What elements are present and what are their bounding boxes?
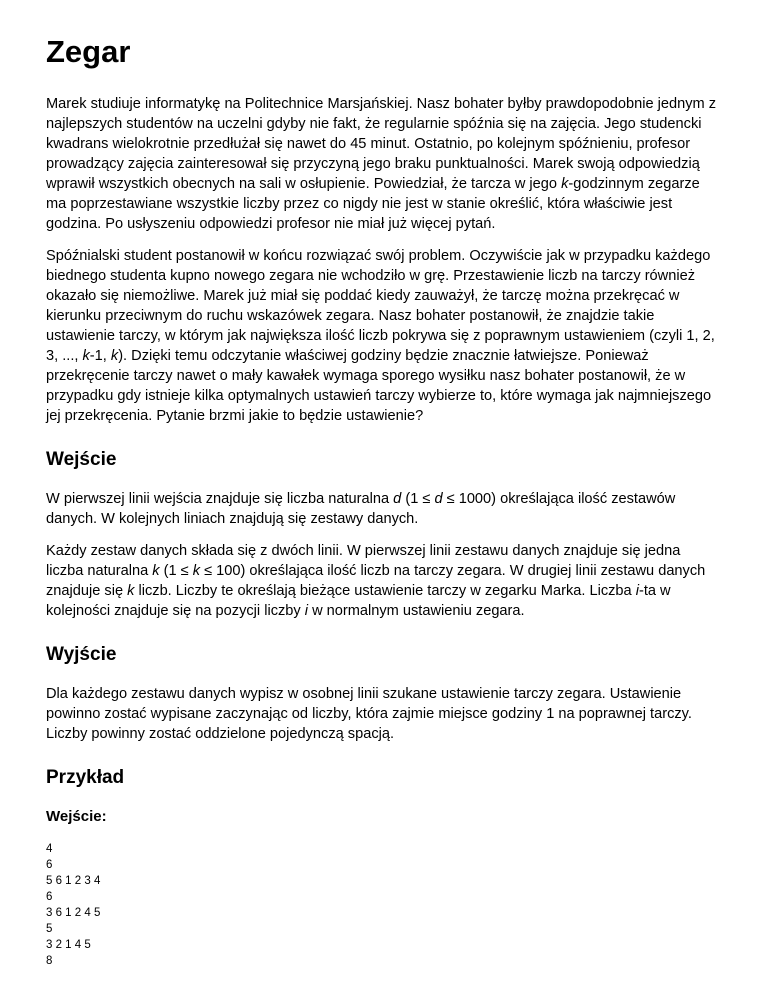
page-title: Zegar (46, 34, 131, 69)
example-line: 3 6 1 2 4 5 (46, 907, 101, 919)
example-line: 8 (46, 955, 53, 967)
input-paragraph-2: Każdy zestaw danych składa się z dwóch linii. W pierwszej linii zestawu danych znajduje się jedna liczba naturalna k (1 ≤ k ≤ 100) określająca ilość liczb na tarczy zegara. W drugiej linii zestawu danych znajduje się k liczb. Liczby te określają bieżące ustawienie tarczy w zegarku Marka. Liczba i-ta w kolejności znajduje się na pozycji liczby i w normalnym ustawieniu zegara. (46, 543, 706, 619)
example-input-block (46, 841, 718, 969)
example-line: 3 2 1 4 5 (46, 939, 91, 951)
output-heading: Wyjście (46, 644, 117, 665)
input-paragraph-1: W pierwszej linii wejścia znajduje się liczba naturalna d (1 ≤ d ≤ 1000) określająca ilość zestawów danych. W kolejnych liniach znajdują się zestawy danych. (46, 491, 676, 527)
input-heading: Wejście (46, 449, 117, 470)
example-section (46, 766, 718, 969)
intro-paragraph-1: Marek studiuje informatykę na Politechnice Marsjańskiej. Nasz bohater byłby prawdopodobnie jednym z najlepszych studentów na uczelni gdyby nie fakt, że regularnie spóźnia się na zajęcia. Jego studencki kwadrans wielokrotnie przedłużał się nawet do 45 minut. Ostatnio, po kolejnym spóźnieniu, profesor prowadzący zajęcia zainteresował się przyczyną jego braku punktualności. Marek swoją odpowiedzią wprawił wszystkich obecnych na sali w osłupienie. Powiedział, że tarcza w jego k-godzinnym zegarze ma poprzestawiane wszystkie liczby przez co nigdy nie jest w stanie określić, która właściwie jest godzina. Po usłyszeniu odpowiedzi profesor nie miał już więcej pytań. (46, 96, 717, 232)
example-line: 5 (46, 923, 53, 935)
example-line: 5 6 1 2 3 4 (46, 875, 101, 887)
output-paragraph-1: Dla każdego zestawu danych wypisz w osobnej linii szukane ustawienie tarczy zegara. Ustawienie powinno zostać wypisane zaczynając od liczby, która zajmie miejsce godziny 1 na poprawnej tarczy. Liczby powinny zostać oddzielone pojedynczą spacją. (46, 686, 692, 742)
example-line: 4 (46, 843, 53, 855)
example-input-label: Wejście: (46, 808, 107, 825)
example-line: 6 (46, 891, 53, 903)
input-section (46, 448, 718, 621)
intro-paragraph-2: Spóźnialski student postanowił w końcu rozwiązać swój problem. Oczywiście jak w przypadku każdego biednego studenta kupno nowego zegara nie wchodziło w grę. Przestawienie liczb na tarczy również okazało się niemożliwe. Marek już miał się poddać kiedy zauważył, że tarczę można przekręcać w kierunku przeciwnym do ruchu wskazówek zegara. Nasz bohater postanowił, że znajdzie takie ustawienie tarczy, w którym jak największa ilość liczb pokrywa się z poprawnym ustawieniem (czyli 1, 2, 3, ..., k-1, k). Dzięki temu odczytanie właściwej godziny będzie znacznie łatwiejsze. Ponieważ przekręcenie tarczy nawet o mały kawałek wymaga sporego wysiłku nasz bohater postanowił, że w przypadku gdy istnieje kilka optymalnych ustawień tarczy wybierze to, które wymaga jak najmniejszego jej przekręcenia. Pytanie brzmi jakie to będzie ustawienie? (46, 248, 715, 424)
example-line: 6 (46, 859, 53, 871)
example-heading: Przykład (46, 767, 125, 788)
output-section (46, 643, 718, 744)
